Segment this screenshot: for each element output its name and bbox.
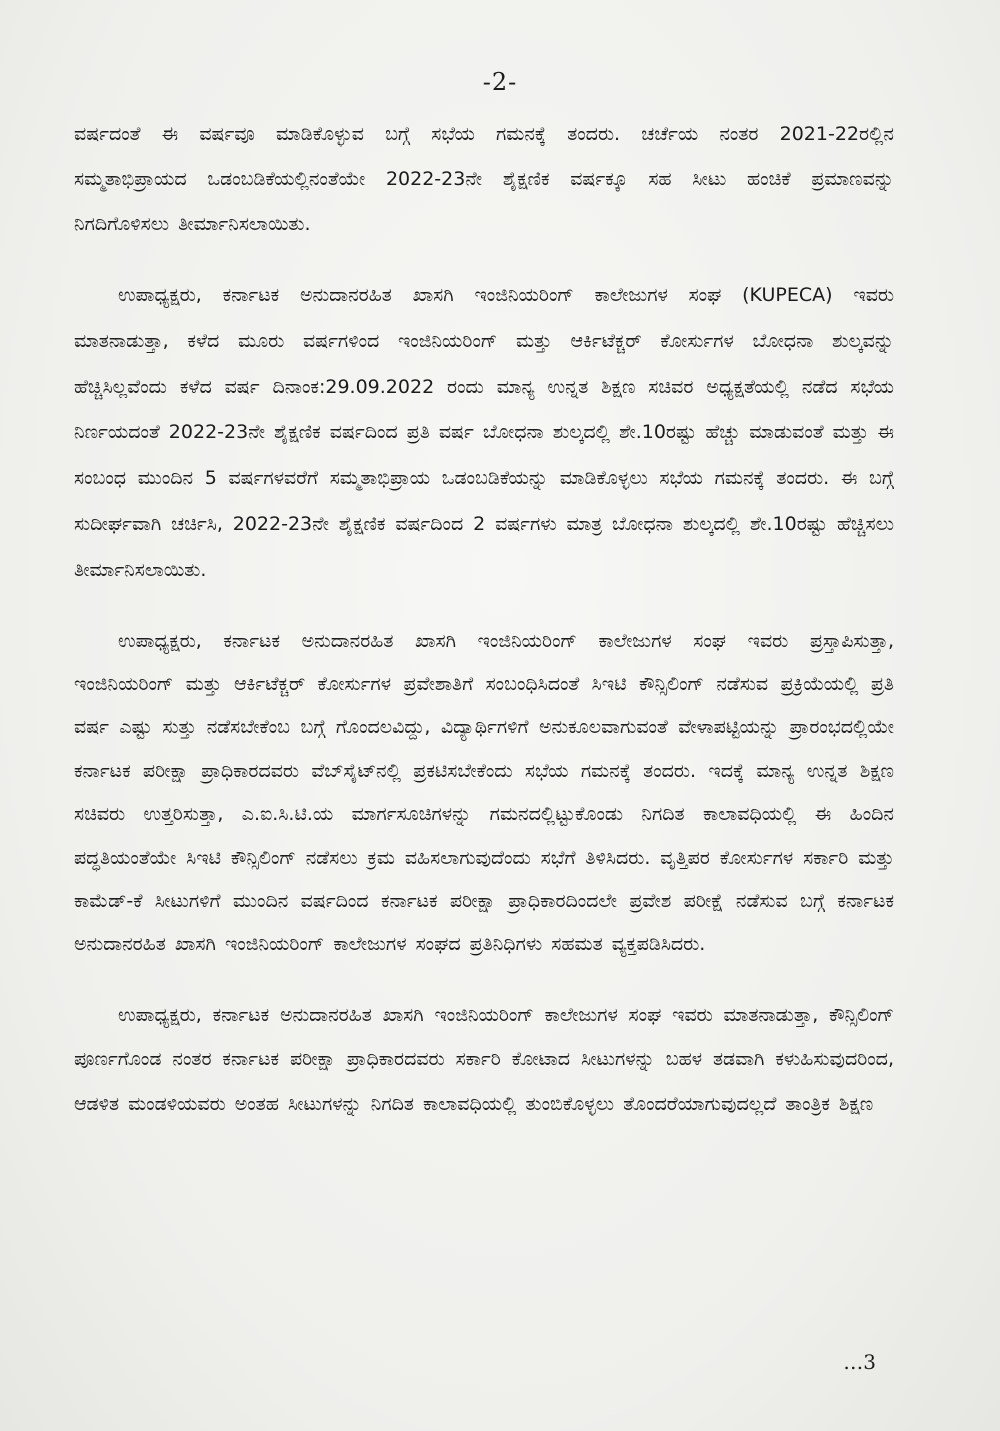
paragraph-2-kupeca-fees: ಉಪಾಧ್ಯಕ್ಷರು, ಕರ್ನಾಟಕ ಅನುದಾನರಹಿತ ಖಾಸಗಿ ಇಂಜಿನಿಯರಿಂಗ್ ಕಾಲೇಜುಗಳ ಸಂಘ (KUPECA) ಇವರು ಮಾತನಾಡುತ್ತಾ, ಕಳೆದ ಮೂರು ವರ್ಷಗಳಿಂದ ಇಂಜಿನಿಯರಿಂಗ್ ಮತ್ತು ಆರ್ಕಿಟೆಕ್ಚರ್ ಕೋರ್ಸುಗಳ ಬೋಧನಾ ಶುಲ್ಕವನ್ನು ಹೆಚ್ಚಿಸಿಲ್ಲವೆಂದು ಕಳೆದ ವರ್ಷ ದಿನಾಂಕ:29.09.2022 ರಂದು ಮಾನ್ಯ ಉನ್ನತ ಶಿಕ್ಷಣ ಸಚಿವರ ಅಧ್ಯಕ್ಷತೆಯಲ್ಲಿ ನಡೆದ ಸಭೆಯ ನಿರ್ಣಯದಂತೆ 2022-23ನೇ ಶೈಕ್ಷಣಿಕ ವರ್ಷದಿಂದ ಪ್ರತಿ ವರ್ಷ ಬೋಧನಾ ಶುಲ್ಕದಲ್ಲಿ ಶೇ.10ರಷ್ಟು ಹೆಚ್ಚು ಮಾಡುವಂತೆ ಮತ್ತು ಈ ಸಂಬಂಧ ಮುಂದಿನ 5 ವರ್ಷಗಳವರೆಗೆ ಸಮ್ಮತಾಭಿಪ್ರಾಯ ಒಡಂಬಡಿಕೆಯನ್ನು ಮಾಡಿಕೊಳ್ಳಲು ಸಭೆಯ ಗಮನಕ್ಕೆ ತಂದರು. ಈ ಬಗ್ಗೆ ಸುದೀರ್ಘವಾಗಿ ಚರ್ಚಿಸಿ, 2022-23ನೇ ಶೈಕ್ಷಣಿಕ ವರ್ಷದಿಂದ 2 ವರ್ಷಗಳು ಮಾತ್ರ ಬೋಧನಾ ಶುಲ್ಕದಲ್ಲಿ ಶೇ.10ರಷ್ಟು ಹೆಚ್ಚಿಸಲು ತೀರ್ಮಾನಿಸಲಾಯಿತು. bbox=[74, 284, 894, 581]
continuation-marker: …3 bbox=[843, 1350, 876, 1374]
paragraph-4-government-quota: ಉಪಾಧ್ಯಕ್ಷರು, ಕರ್ನಾಟಕ ಅನುದಾನರಹಿತ ಖಾಸಗಿ ಇಂಜಿನಿಯರಿಂಗ್ ಕಾಲೇಜುಗಳ ಸಂಘ ಇವರು ಮಾತನಾಡುತ್ತಾ, ಕೌನ್ಸಿಲಿಂಗ್ ಪೂರ್ಣಗೊಂಡ ನಂತರ ಕರ್ನಾಟಕ ಪರೀಕ್ಷಾ ಪ್ರಾಧಿಕಾರದವರು ಸರ್ಕಾರಿ ಕೋಟಾದ ಸೀಟುಗಳನ್ನು ಬಹಳ ತಡವಾಗಿ ಕಳುಹಿಸುವುದರಿಂದ, ಆಡಳಿತ ಮಂಡಳಿಯವರು ಅಂತಹ ಸೀಟುಗಳನ್ನು ನಿಗದಿತ ಕಾಲಾವಧಿಯಲ್ಲಿ ತುಂಬಿಕೊಳ್ಳಲು ತೊಂದರೆಯಾಗುವುದಲ್ಲದೆ ತಾಂತ್ರಿಕ ಶಿಕ್ಷಣ bbox=[74, 1003, 894, 1115]
page-number: -2- bbox=[482, 68, 518, 96]
paragraph-1-continued: ವರ್ಷದಂತೆ ಈ ವರ್ಷವೂ ಮಾಡಿಕೊಳ್ಳುವ ಬಗ್ಗೆ ಸಭೆಯ ಗಮನಕ್ಕೆ ತಂದರು. ಚರ್ಚೆಯ ನಂತರ 2021-22ರಲ್ಲಿನ ಸಮ್ಮತಾಭಿಪ್ರಾಯದ ಒಡಂಬಡಿಕೆಯಲ್ಲಿನಂತೆಯೇ 2022-23ನೇ ಶೈಕ್ಷಣಿಕ ವರ್ಷಕ್ಕೂ ಸಹ ಸೀಟು ಹಂಚಿಕೆ ಪ್ರಮಾಣವನ್ನು ನಿಗದಿಗೊಳಿಸಲು ತೀರ್ಮಾನಿಸಲಾಯಿತು. bbox=[74, 123, 894, 235]
paragraph-3-cet-counselling: ಉಪಾಧ್ಯಕ್ಷರು, ಕರ್ನಾಟಕ ಅನುದಾನರಹಿತ ಖಾಸಗಿ ಇಂಜಿನಿಯರಿಂಗ್ ಕಾಲೇಜುಗಳ ಸಂಘ ಇವರು ಪ್ರಸ್ತಾಪಿಸುತ್ತಾ, ಇಂಜಿನಿಯರಿಂಗ್ ಮತ್ತು ಆರ್ಕಿಟೆಕ್ಚರ್ ಕೋರ್ಸುಗಳ ಪ್ರವೇಶಾತಿಗೆ ಸಂಬಂಧಿಸಿದಂತೆ ಸಿಇಟಿ ಕೌನ್ಸಿಲಿಂಗ್ ನಡೆಸುವ ಪ್ರಕ್ರಿಯೆಯಲ್ಲಿ ಪ್ರತಿ ವರ್ಷ ಎಷ್ಟು ಸುತ್ತು ನಡೆಸಬೇಕೆಂಬ ಬಗ್ಗೆ ಗೊಂದಲವಿದ್ದು, ವಿದ್ಯಾರ್ಥಿಗಳಿಗೆ ಅನುಕೂಲವಾಗುವಂತೆ ವೇಳಾಪಟ್ಟಿಯನ್ನು ಪ್ರಾರಂಭದಲ್ಲಿಯೇ ಕರ್ನಾಟಕ ಪರೀಕ್ಷಾ ಪ್ರಾಧಿಕಾರದವರು ವೆಬ್‌ಸೈಟ್‌ನಲ್ಲಿ ಪ್ರಕಟಿಸಬೇಕೆಂದು ಸಭೆಯ ಗಮನಕ್ಕೆ ತಂದರು. ಇದಕ್ಕೆ ಮಾನ್ಯ ಉನ್ನತ ಶಿಕ್ಷಣ ಸಚಿವರು ಉತ್ತರಿಸುತ್ತಾ, ಎ.ಐ.ಸಿ.ಟಿ.ಯ ಮಾರ್ಗಸೂಚಿಗಳನ್ನು ಗಮನದಲ್ಲಿಟ್ಟುಕೊಂಡು ನಿಗದಿತ ಕಾಲಾವಧಿಯಲ್ಲಿ ಈ ಹಿಂದಿನ ಪದ್ಧತಿಯಂತೆಯೇ ಸಿಇಟಿ ಕೌನ್ಸಿಲಿಂಗ್ ನಡೆಸಲು ಕ್ರಮ ವಹಿಸಲಾಗುವುದೆಂದು ಸಭೆಗೆ ತಿಳಿಸಿದರು. ವೃತ್ತಿಪರ ಕೋರ್ಸುಗಳ ಸರ್ಕಾರಿ ಮತ್ತು ಕಾಮೆಡ್-ಕೆ ಸೀಟುಗಳಿಗೆ ಮುಂದಿನ ವರ್ಷದಿಂದ ಕರ್ನಾಟಕ ಪರೀಕ್ಷಾ ಪ್ರಾಧಿಕಾರದಿಂದಲೇ ಪ್ರವೇಶ ಪರೀಕ್ಷೆ ನಡೆಸುವ ಬಗ್ಗೆ ಕರ್ನಾಟಕ ಅನುದಾನರಹಿತ ಖಾಸಗಿ ಇಂಜಿನಿಯರಿಂಗ್ ಕಾಲೇಜುಗಳ ಸಂಘದ ಪ್ರತಿನಿಧಿಗಳು ಸಹಮತ ವ್ಯಕ್ತಪಡಿಸಿದರು. bbox=[74, 629, 894, 956]
document-body bbox=[74, 112, 894, 1126]
